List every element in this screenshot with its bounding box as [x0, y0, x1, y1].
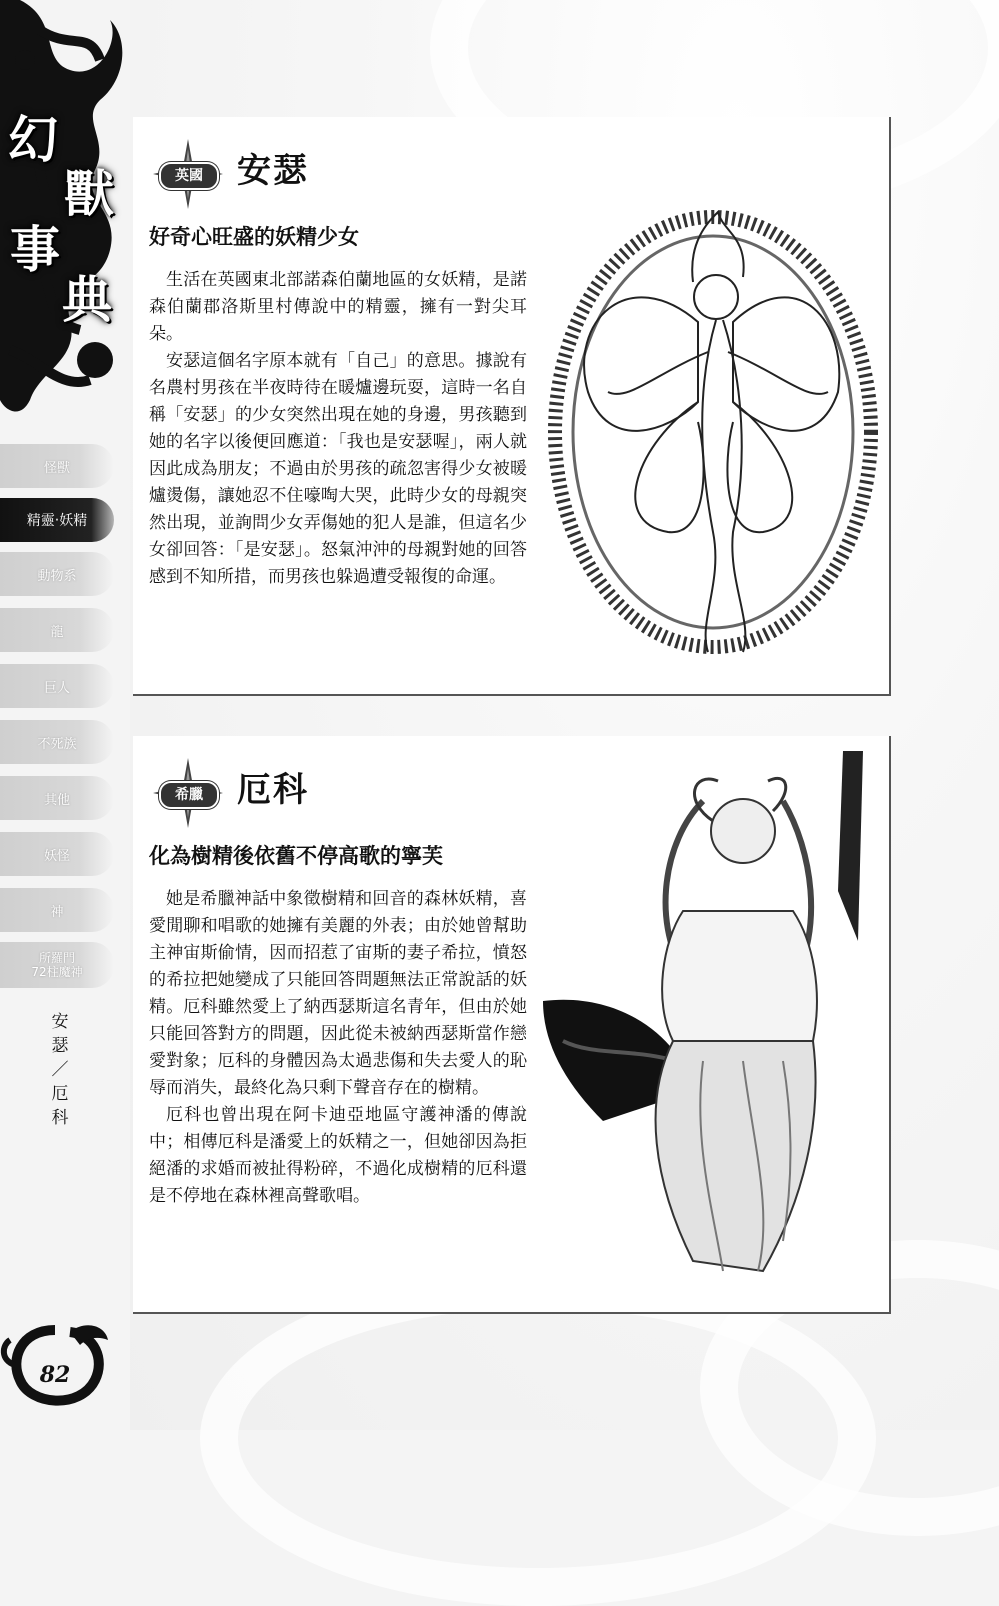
nymph-illustration — [543, 741, 878, 1301]
book-title-ornament — [0, 0, 130, 420]
nav-tab-label: 不死族 — [37, 736, 77, 752]
book-title-char: 獸 — [64, 164, 114, 223]
book-title-char: 幻 — [8, 110, 58, 169]
nav-tab-label: 72柱魔神 — [31, 965, 83, 979]
nav-tab-label: 神 — [50, 904, 64, 920]
entry-paragraph: 她是希臘神話中象徵樹精和回音的森林妖精，喜愛閒聊和唱歌的她擁有美麗的外表；由於她曾幫助主神宙斯偷情，因而招惹了宙斯的妻子希拉，憤怒的希拉把她變成了只能回答問題無法正常說話的妖精。厄科雖然愛上了納西瑟斯這名青年，但由於她只能回答對方的問題，因此從未被納西瑟斯當作戀愛對象；厄科的身體因為太過悲傷和失去愛人的恥辱而消失，最終化為只剩下聲音存在的樹精。 — [149, 889, 527, 1098]
entry-panel — [133, 117, 891, 696]
entry-title: 安瑟 — [237, 151, 309, 191]
entry-paragraph: 安瑟這個名字原本就有「自己」的意思。據說有名農村男孩在半夜時待在暖爐邊玩耍，這時一名自稱「安瑟」的少女突然出現在她的身邊，男孩聽到她的名字以後便回應道：「我也是安瑟喔」，兩人就因此成為朋友；不過由於男孩的疏忽害得少女被暖爐燙傷，讓她忍不住嚎啕大哭，此時少女的母親突然出現，並詢問少女弄傷她的犯人是誰，但這名少女卻回答：「是安瑟」。怒氣沖沖的母親對她的回答感到不知所措，而男孩也躲過遭受報復的命運。 — [149, 351, 527, 587]
side-caption-char: 科 — [51, 1108, 69, 1128]
nav-tab-label: 龍 — [50, 624, 64, 640]
nav-tab-undead[interactable] — [0, 720, 114, 764]
page-number: 82 — [39, 1362, 71, 1388]
nav-tab-giants[interactable] — [0, 664, 114, 708]
entry-title: 厄科 — [237, 770, 309, 810]
nav-tab-label: 妖怪 — [43, 848, 70, 864]
nav-tab-yokai[interactable] — [0, 832, 114, 876]
side-entry-caption — [40, 1010, 80, 1130]
entry-paragraph: 生活在英國東北部諾森伯蘭地區的女妖精，是諾森伯蘭郡洛斯里村傳說中的精靈，擁有一對尖耳朵。 — [149, 270, 527, 344]
nav-tab-label: 精靈‧妖精 — [26, 513, 88, 529]
side-caption-char: 安 — [51, 1012, 69, 1032]
book-title-char: 事 — [10, 220, 60, 279]
entry-subtitle: 化為樹精後依舊不停高歌的寧芙 — [149, 844, 443, 868]
entry-panel — [133, 736, 891, 1314]
nav-tab-fairies[interactable] — [0, 498, 114, 542]
side-caption-char: ／ — [51, 1060, 69, 1080]
nav-tab-animals[interactable] — [0, 552, 114, 596]
nav-tab-dragons[interactable] — [0, 608, 114, 652]
nav-tab-others[interactable] — [0, 776, 114, 820]
entry-body — [149, 267, 527, 591]
region-emblem — [153, 139, 223, 209]
book-title-char: 典 — [62, 270, 112, 329]
entry-body — [149, 886, 527, 1210]
side-caption-char: 厄 — [51, 1084, 69, 1104]
nav-tab-label: 所羅門 — [38, 951, 75, 965]
entry-subtitle: 好奇心旺盛的妖精少女 — [149, 225, 359, 249]
nav-tab-label: 其他 — [43, 792, 70, 808]
region-badge: 希臘 — [159, 781, 219, 809]
nav-tab-label: 巨人 — [43, 680, 70, 696]
nav-tab-solomon-demons[interactable] — [0, 942, 114, 988]
side-caption-char: 瑟 — [51, 1036, 69, 1056]
region-emblem — [153, 758, 223, 828]
nav-tab-gods[interactable] — [0, 888, 114, 932]
nav-tab-label: 動物系 — [37, 568, 77, 584]
entry-paragraph: 厄科也曾出現在阿卡迪亞地區守護神潘的傳說中；相傳厄科是潘愛上的妖精之一，但她卻因為拒絕潘的求婚而被扯得粉碎，不過化成樹精的厄科還是不停地在森林裡高聲歌唱。 — [149, 1105, 527, 1206]
nav-tab-label: 怪獸 — [43, 460, 70, 476]
nav-tab-monsters[interactable] — [0, 444, 114, 488]
page-number-ornament — [20, 1340, 90, 1410]
fairy-illustration — [548, 202, 878, 677]
region-badge: 英國 — [159, 162, 219, 190]
